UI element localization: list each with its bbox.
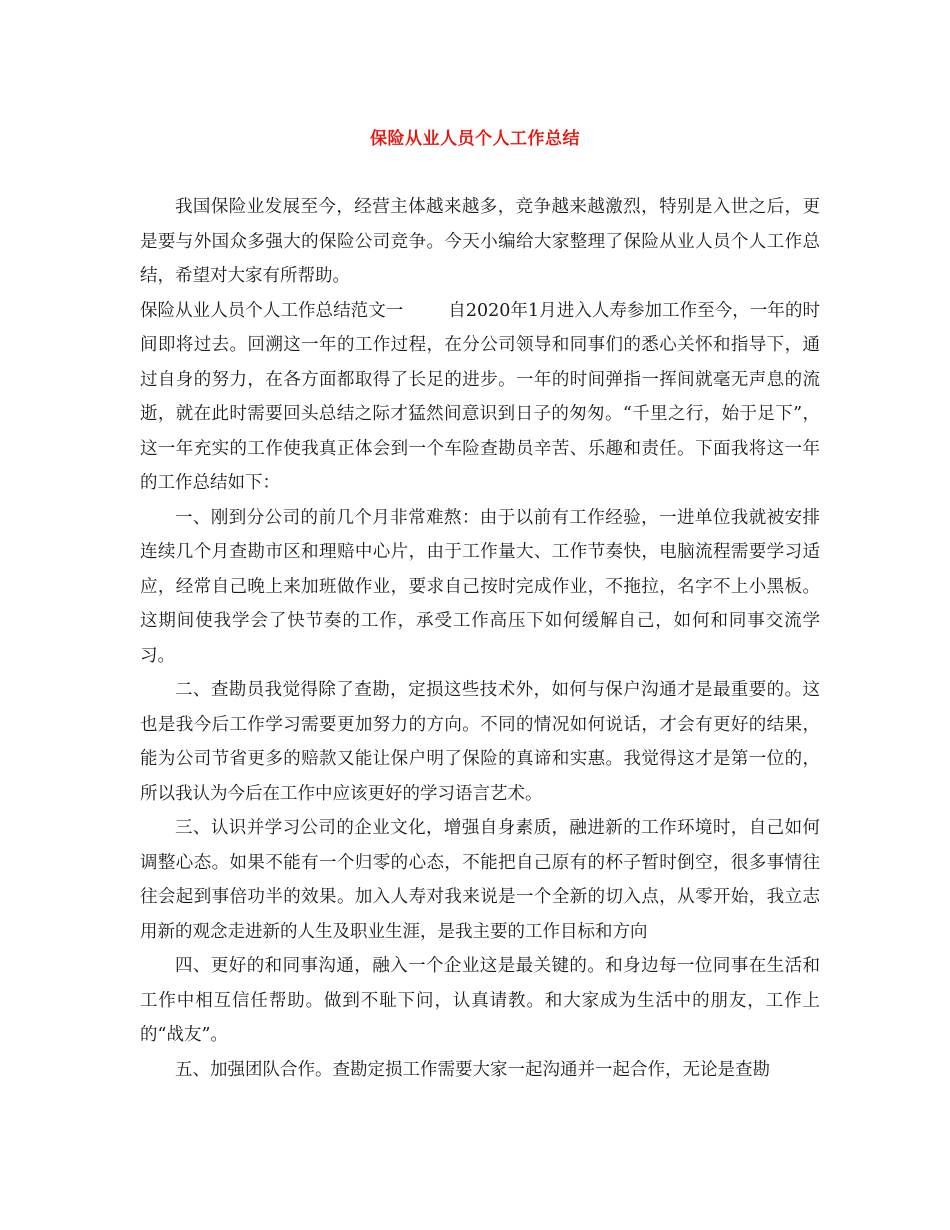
paragraph-point-3: 三、认识并学习公司的企业文化，增强自身素质，融进新的工作环境时，自己如何调整心态。如果不能有一个归零的心态，不能把自己原有的杯子暂时倒空，很多事情往往会起到事倍功半的效果。加入人寿对我来说是一个全新的切入点，从零开始，我立志用新的观念走进新的人生及职业生涯，是我主要的工作目标和方向 — [140, 818, 820, 942]
document-body — [140, 190, 820, 1087]
paragraph-intro: 我国保险业发展至今，经营主体越来越多，竞争越来越激烈，特别是入世之后，更是要与外国众多强大的保险公司竞争。今天小编给大家整理了保险从业人员个人工作总结，希望对大家有所帮助。 — [140, 197, 820, 286]
paragraph-point-4: 四、更好的和同事沟通，融入一个企业这是最关键的。和身边每一位同事在生活和工作中相互信任帮助。做到不耻下问，认真请教。和大家成为生活中的朋友，工作上的“战友”。 — [140, 956, 820, 1045]
sample-heading: 保险从业人员个人工作总结范文一 — [140, 300, 404, 321]
paragraph-sample-one — [140, 294, 820, 501]
document-title: 保险从业人员个人工作总结 — [370, 129, 580, 149]
paragraph-point-1: 一、刚到分公司的前几个月非常难熬：由于以前有工作经验，一进单位我就被安排连续几个月查勘市区和理赔中心片，由于工作量大、工作节奏快，电脑流程需要学习适应，经常自己晚上来加班做作业，要求自己按时完成作业，不拖拉，名字不上小黑板。这期间使我学会了快节奏的工作，承受工作高压下如何缓解自己，如何和同事交流学习。 — [140, 507, 820, 666]
paragraph-point-5: 五、加强团队合作。查勘定损工作需要大家一起沟通并一起合作，无论是查勘 — [175, 1059, 770, 1080]
paragraph-point-2: 二、查勘员我觉得除了查勘，定损这些技术外，如何与保户沟通才是最重要的。这也是我今后工作学习需要更加努力的方向。不同的情况如何说话，才会有更好的结果，能为公司节省更多的赔款又能让保户明了保险的真谛和实惠。我觉得这才是第一位的，所以我认为今后在工作中应该更好的学习语言艺术。 — [140, 680, 820, 804]
sample-one-text: 自2020年1月进入人寿参加工作至今，一年的时间即将过去。回溯这一年的工作过程，在分公司领导和同事们的悉心关怀和指导下，通过自身的努力，在各方面都取得了长足的进步。一年的时间弹指一挥间就毫无声息的流逝，就在此时需要回头总结之际才猛然间意识到日子的匆匆。“千里之行，始于足下”，这一年充实的工作使我真正体会到一个车险查勘员辛苦、乐趣和责任。下面我将这一年的工作总结如下： — [140, 300, 820, 493]
